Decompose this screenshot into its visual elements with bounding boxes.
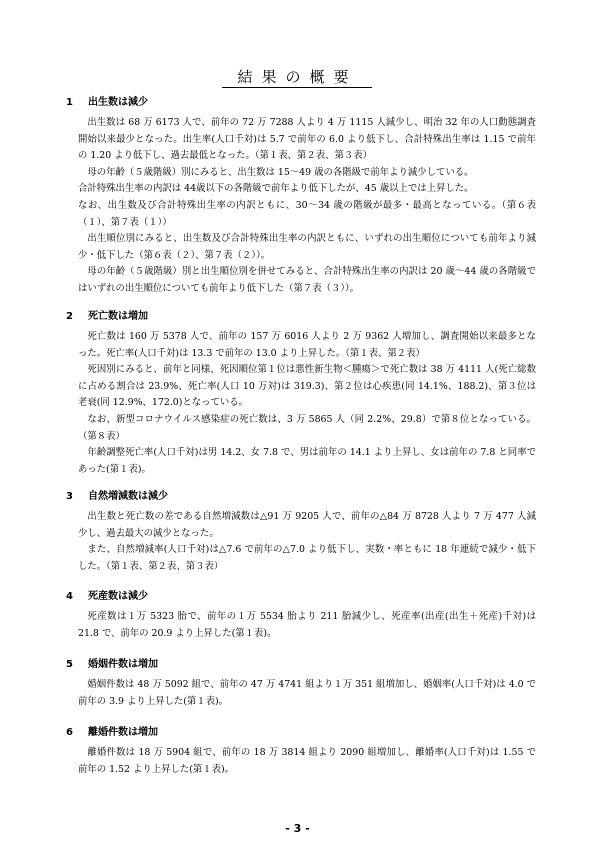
section-title: 出生数は減少 <box>88 97 148 108</box>
paragraph: また、自然増減率(人口千対)は△7.6 で前年の△7.0 より低下し、実数・率ともに 18 年連続で減少・低下した。（第１表、第２表、第３表） <box>78 544 536 572</box>
page-title: 結果の概要 <box>237 68 358 86</box>
paragraph: 出生数と死亡数の差である自然増減数は△91 万 9205 人で、前年の△84 万 8728 人より 7 万 477 人減少し、過去最大の減少となった。 <box>78 511 536 539</box>
paragraph: 出生順位別にみると、出生数及び合計特殊出生率の内訳ともに、いずれの出生順位についても前年より減少・低下した（第６表（２）、第７表（２））。 <box>78 233 536 261</box>
paragraph: 出生数は 68 万 6173 人で、前年の 72 万 7288 人より 4 万 1115 人減少し、明治 32 年の人口動態調査開始以来最少となった。出生率(人口千対)は 5.7 で前年の 6.0 より低下し、合計特殊出生率は 1.15 で前年の 1.20 より低下し、過去最低となった。（第１表、第２表、第３表） <box>78 117 536 162</box>
section-title: 死亡数は増加 <box>88 311 148 322</box>
section-heading <box>66 658 536 672</box>
section-title: 離婚件数は増加 <box>88 727 158 738</box>
section-heading <box>66 490 536 504</box>
page-number: - 3 - <box>285 822 310 835</box>
section-number: 3 <box>66 491 73 502</box>
section-divorces <box>66 726 536 778</box>
section-number: 1 <box>66 97 73 108</box>
title-underline <box>222 87 372 88</box>
paragraph: 死因別にみると、前年と同様、死因順位第１位は悪性新生物＜腫瘍＞で死亡数は 38 万 4111 人(死亡総数に占める割合は 23.9%、死亡率(人口 10 万対)は 319.3)、第２位は心疾患(同 14.1%、188.2)、第３位は老衰(同 12.9%、172.0)となっている。 <box>78 364 536 409</box>
paragraph: 合計特殊出生率の内訳は 44歳以下の各階級で前年より低下したが、45 歳以上では上昇した。 <box>78 183 474 195</box>
section-number: 5 <box>66 659 73 670</box>
paragraph: なお、新型コロナウイルス感染症の死亡数は、3 万 5865 人（同 2.2%、29.8）で第８位となっている。（第８表） <box>78 413 536 442</box>
section-title: 自然増減数は減少 <box>88 491 168 502</box>
paragraph: 死産数は１万 5323 胎で、前年の１万 5534 胎より 211 胎減少し、死産率(出産(出生＋死産)千対)は 21.8 で、前年の 20.9 より上昇した(第１表)。 <box>78 611 536 639</box>
paragraph: 母の年齢（５歳階級）別にみると、出生数は 15～49 歳の各階級で前年より減少している。 <box>87 166 474 178</box>
section-number: 4 <box>66 591 73 602</box>
section-heading <box>66 310 536 324</box>
section-heading <box>66 726 536 740</box>
paragraph: 母の年齢（５歳階級）別と出生順位別を併せてみると、合計特殊出生率の内訳は 20 歳～44 歳の各階級ではいずれの出生順位についても前年より低下した（第７表（３））。 <box>78 266 536 294</box>
section-title: 死産数は減少 <box>88 591 148 602</box>
paragraph: 婚姻件数は 48 万 5092 組で、前年の 47 万 4741 組より１万 351 組増加し、婚姻率(人口千対)は 4.0 で前年の 3.9 より上昇した(第１表)。 <box>78 679 536 707</box>
paragraph: 年齢調整死亡率(人口千対)は男 14.2、女 7.8 で、男は前年の 14.1 より上昇し、女は前年の 7.8 と同率であった(第１表)。 <box>78 447 536 475</box>
paragraph: なお、出生数及び合計特殊出生率の内訳ともに、30～34 歳の階級が最多・最高となっている。（第６表（１）、第７表（１）） <box>78 199 536 228</box>
paragraph: 死亡数は 160 万 5378 人で、前年の 157 万 6016 人より 2 万 9362 人増加し、調査開始以来最多となった。死亡率(人口千対)は 13.3 で前年の 13.0 より上昇した。（第１表、第２表） <box>78 331 536 359</box>
section-heading <box>66 96 536 110</box>
section-number: 6 <box>66 727 73 738</box>
section-number: 2 <box>66 311 73 322</box>
section-heading <box>66 590 536 604</box>
section-births <box>66 96 536 298</box>
section-marriages <box>66 658 536 710</box>
section-deaths <box>66 310 536 478</box>
section-stillbirths <box>66 590 536 642</box>
section-natural-change <box>66 490 536 575</box>
section-title: 婚姻件数は増加 <box>88 659 158 670</box>
paragraph: 離婚件数は 18 万 5904 組で、前年の 18 万 3814 組より 2090 組増加し、離婚率(人口千対)は 1.55 で前年の 1.52 より上昇した(第１表)。 <box>78 747 536 775</box>
